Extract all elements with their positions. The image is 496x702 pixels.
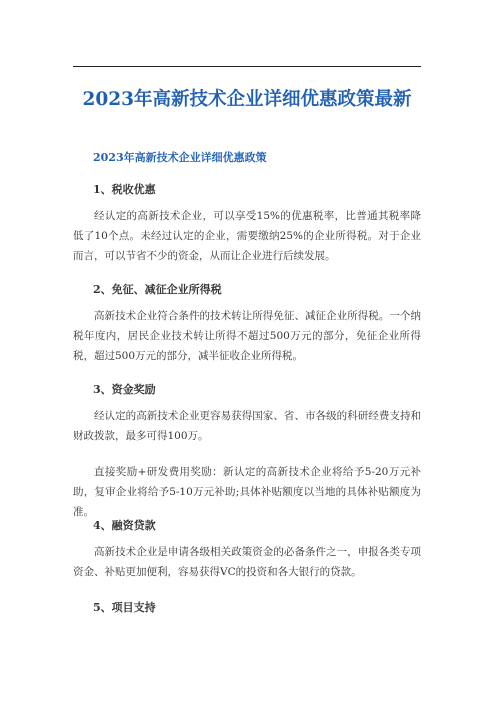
document-subheading: 2023年高新技术企业详细优惠政策 <box>93 151 267 164</box>
document-title: 2023年高新技术企业详细优惠政策最新 <box>82 89 412 110</box>
header-rule <box>73 66 421 67</box>
section-paragraph: 经认定的高新技术企业更容易获得国家、省、市各级的科研经费支持和财政拨款，最多可得100万。 <box>73 410 421 442</box>
section-paragraph: 经认定的高新技术企业，可以享受15%的优惠税率，比普通其税率降低了10个点。未经过认定的企业，需要缴纳25%的企业所得税。对于企业而言，可以节省不少的资金，从而让企业进行后续发展。 <box>73 210 421 262</box>
section-title-project-support: 5、项目支持 <box>93 601 156 614</box>
section-title-funding-rewards: 3、资金奖励 <box>93 383 156 396</box>
section-title-tax-exemption: 2、免征、减征企业所得税 <box>93 283 222 296</box>
section-title-financing-loans: 4、融资贷款 <box>93 519 156 532</box>
section-paragraph: 高新技术企业是申请各级相关政策资金的必备条件之一，申报各类专项资金、补贴更加便利，容易获得VC的投资和各大银行的贷款。 <box>73 546 421 578</box>
section-paragraph: 直接奖励+研发费用奖励：新认定的高新技术企业将给予5-20万元补助，复审企业将给予5-10万元补助;具体补贴额度以当地的具体补贴额度为准。 <box>73 466 421 518</box>
section-paragraph: 高新技术企业符合条件的技术转让所得免征、减征企业所得税。一个纳税年度内，居民企业技术转让所得不超过500万元的部分，免征企业所得税，超过500万元的部分，减半征收企业所得税。 <box>73 310 421 362</box>
section-title-tax-benefits: 1、税收优惠 <box>93 183 156 196</box>
